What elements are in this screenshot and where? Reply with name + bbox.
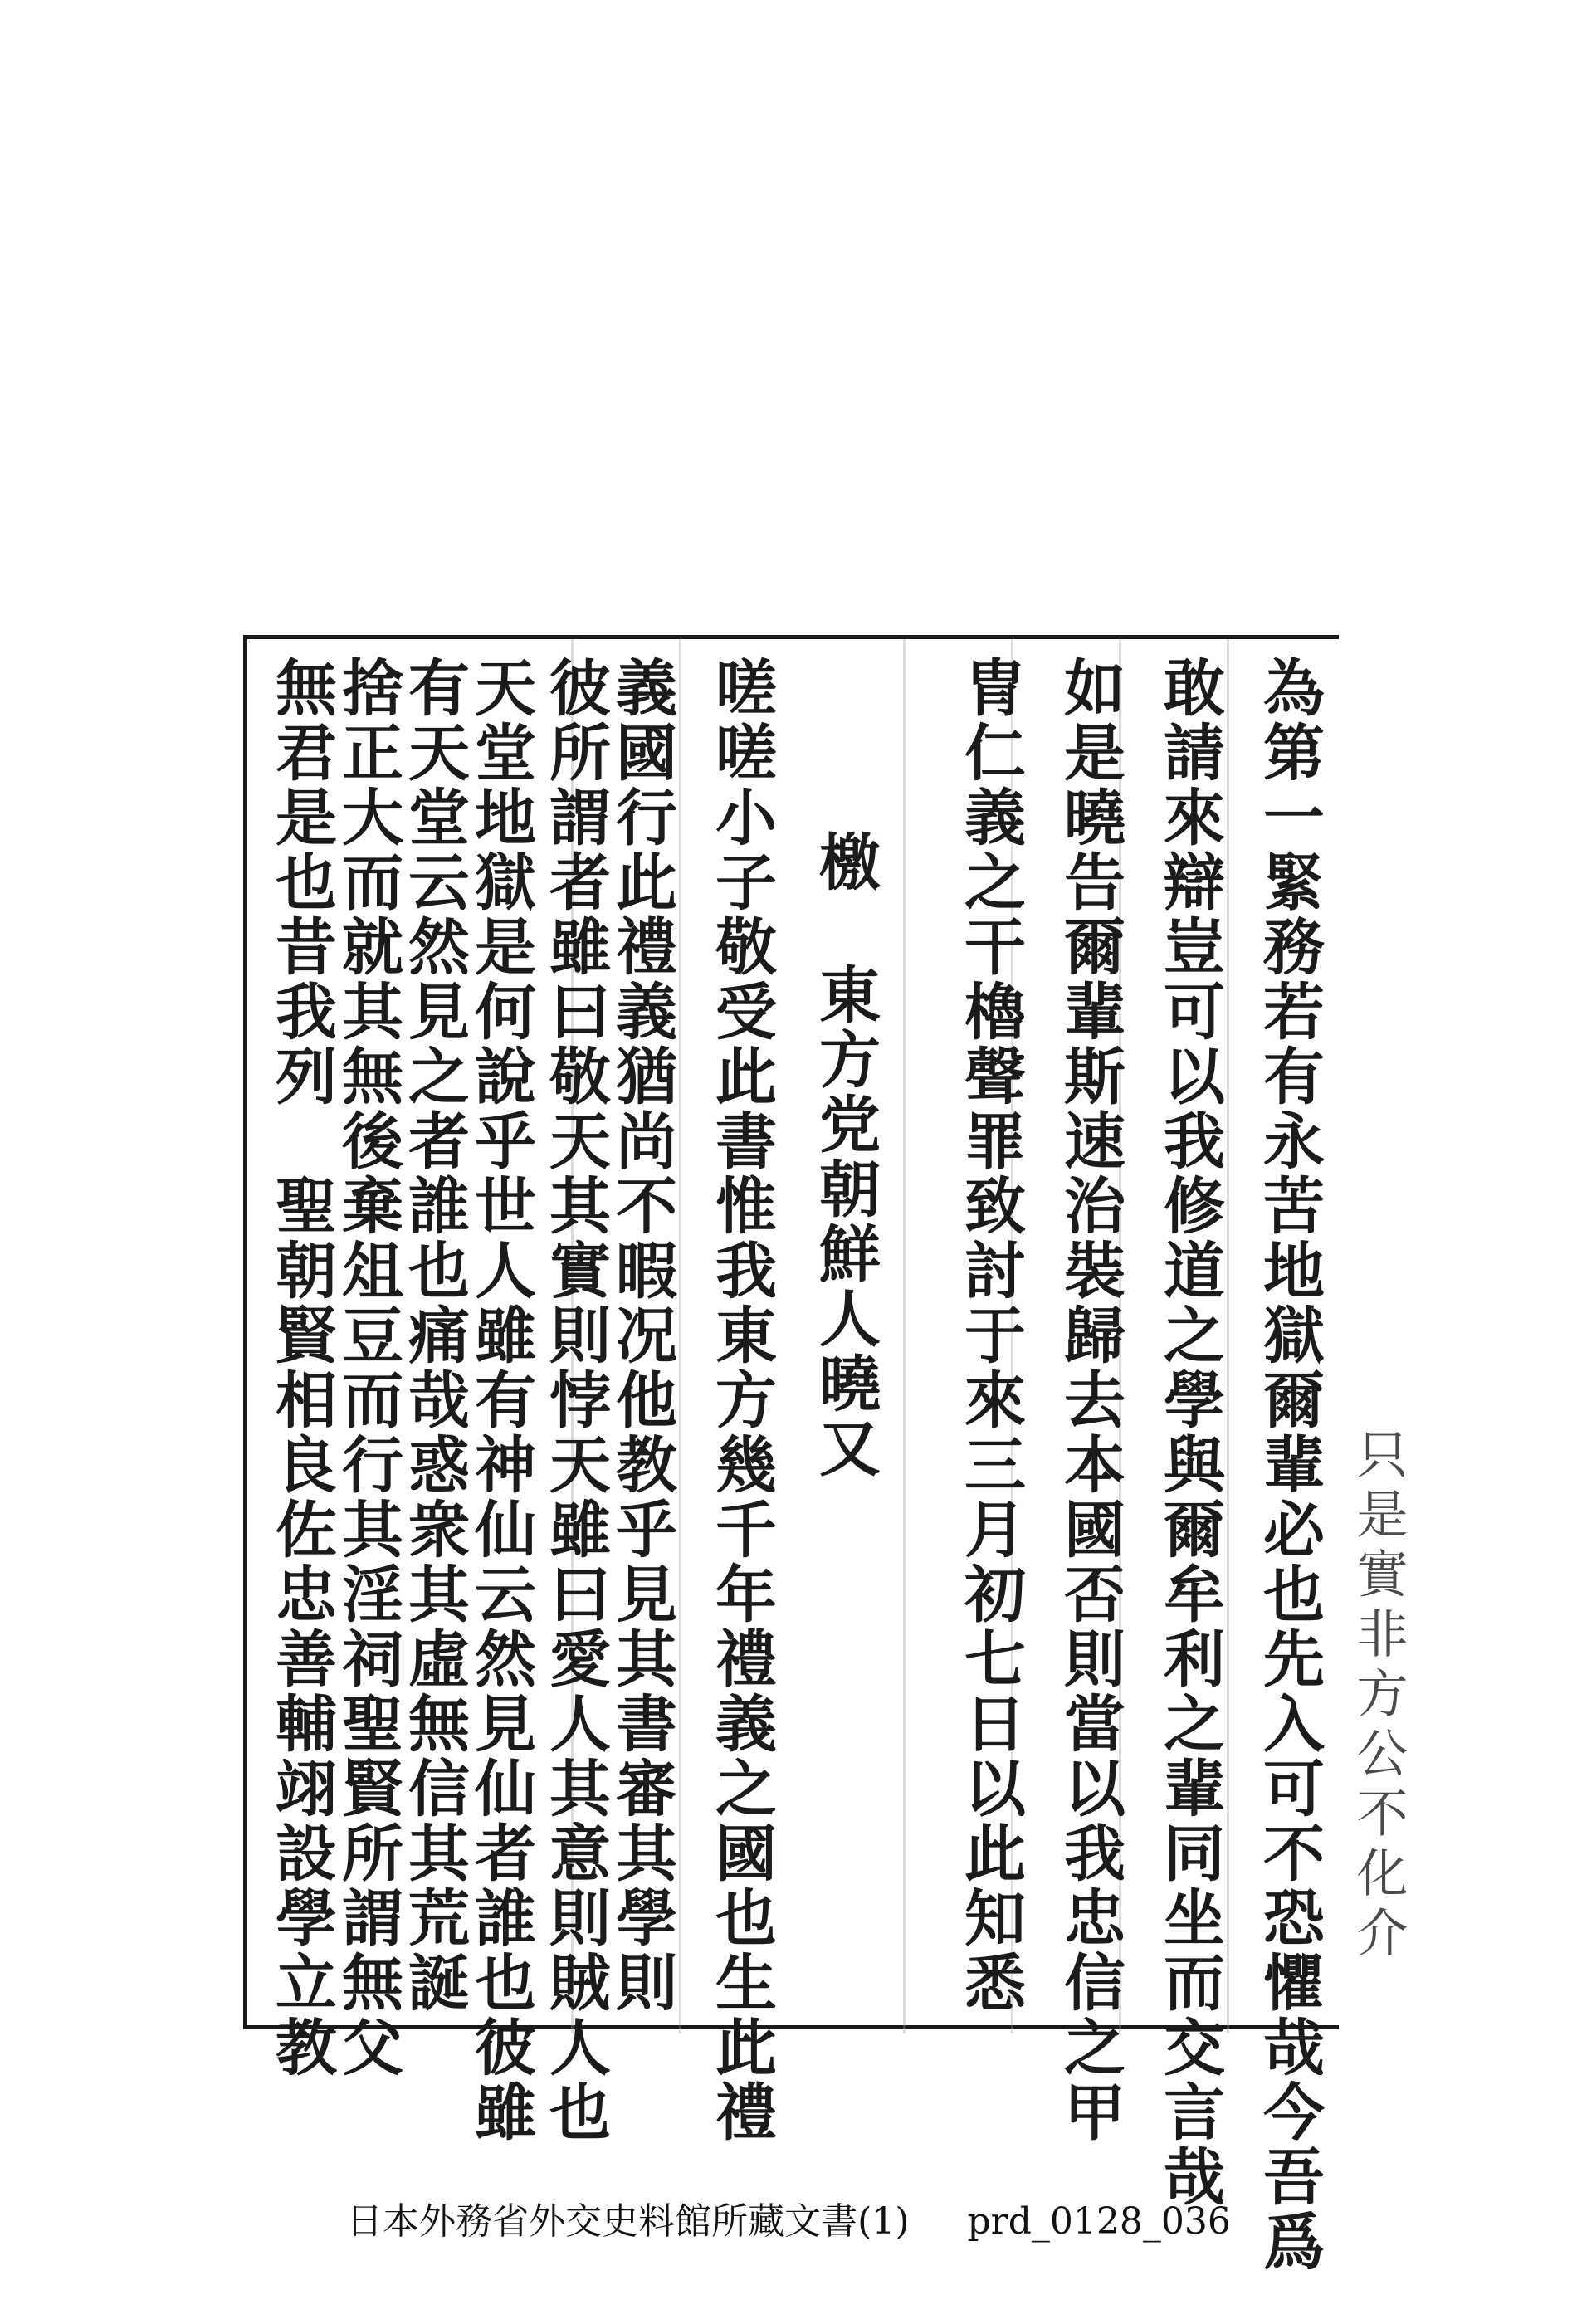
column-rule	[903, 639, 906, 2034]
text-column: 敢請來辯豈可以我修道之學與爾牟利之輩同坐而交言哉	[1154, 656, 1225, 2209]
text-column: 嗟嗟小子敬受此書惟我東方幾千年禮義之國也生此禮	[706, 656, 777, 2145]
text-column: 如是曉告爾輩斯速治裝歸去本國否則當以我忠信之甲	[1054, 656, 1125, 2145]
text-column: 有天堂云然見之者誰也痛哉惑衆其虛無信其荒誕	[398, 656, 470, 2015]
text-column: 天堂地獄是何說乎世人雖有神仙云然見仙者誰也彼雖	[465, 656, 536, 2145]
archive-caption	[0, 2191, 1577, 2244]
author-line: 東方党朝鮮人曉又	[809, 963, 881, 1481]
proclamation-title: 檄	[809, 830, 881, 895]
text-column: 彼所謂者雖曰敬天其實則悖天雖曰愛人其意則賊人也	[540, 656, 611, 2145]
adjacent-page-edge-text: 只是實非方公不化介	[1348, 1428, 1409, 1965]
text-column: 義國行此禮義猶尚不暇况他教乎見其書審其學則	[606, 656, 677, 2015]
text-column: 冑仁義之干櫓聲罪致討于來三月初七日以此知悉	[954, 656, 1026, 2015]
document-id: prd_0128_036	[967, 2200, 1231, 2243]
text-column: 無君是也昔我列 聖朝賢相良佐忠善輔翊設學立教	[266, 656, 337, 2080]
text-column: 捨正大而就其無後棄俎豆而行其淫祠聖賢所謂無父	[332, 656, 403, 2080]
text-column: 為第一緊務若有永苦地獄爾輩必也先入可不恐懼哉今吾爲	[1253, 656, 1325, 2274]
archive-title: 日本外務省外交史料館所藏文書(1)	[346, 2200, 910, 2243]
